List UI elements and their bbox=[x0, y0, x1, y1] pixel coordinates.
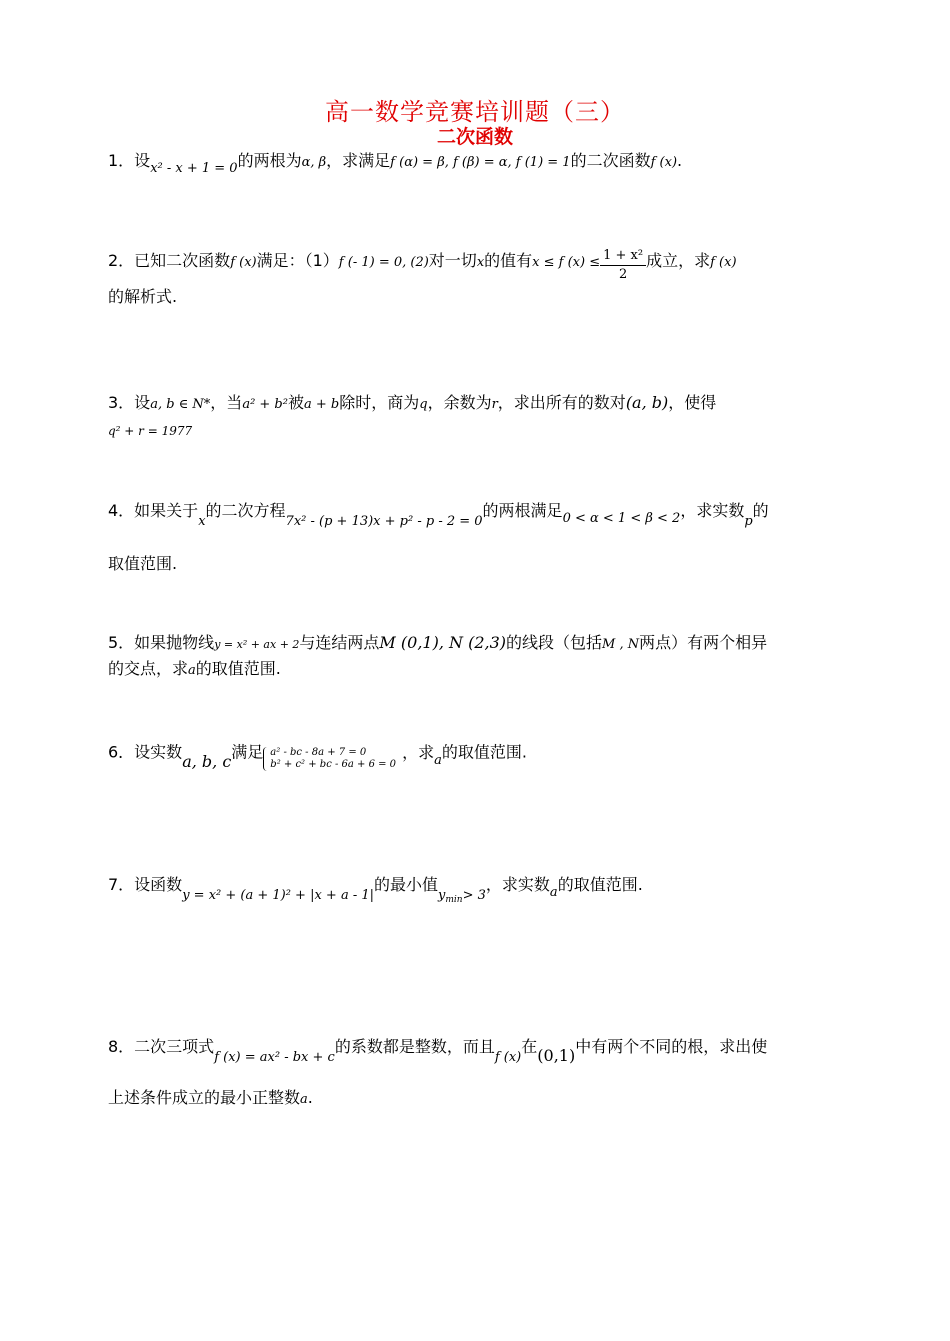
problem-2-function: f (x) bbox=[230, 255, 257, 270]
problem-2-line-2: 的解析式. bbox=[108, 287, 178, 306]
problem-8-label: 8．二次三项式 bbox=[108, 1037, 215, 1056]
problem-5-line-2 bbox=[108, 658, 281, 682]
problem-8-text: 在 bbox=[521, 1037, 538, 1056]
problem-4-text: ，求实数 bbox=[680, 501, 745, 520]
problem-2-label: 2．已知二次函数 bbox=[108, 251, 231, 270]
problem-6-text: 满足 bbox=[231, 742, 264, 762]
problem-7-parameter: a bbox=[549, 885, 558, 900]
problem-6 bbox=[108, 741, 527, 771]
problem-1-function: f (x) bbox=[650, 155, 678, 170]
problem-5-text: 两点）有两个相异 bbox=[639, 633, 768, 652]
problem-5 bbox=[108, 632, 767, 656]
problem-5-equation: y = x² + ax + 2 bbox=[214, 638, 300, 651]
problem-5-points: M (0,1), N (2,3) bbox=[379, 633, 507, 652]
problem-8-text: 中有两个不同的根，求出使 bbox=[575, 1037, 768, 1056]
problem-7-text: 的最小值 bbox=[374, 875, 439, 894]
minimum-symbol: y bbox=[438, 888, 446, 903]
problem-6-text: ，求 bbox=[402, 742, 435, 762]
problem-1 bbox=[108, 150, 682, 174]
problem-3-text: 除时，商为 bbox=[339, 393, 420, 412]
problem-6-label: 6．设实数 bbox=[108, 742, 183, 762]
problem-7-text: ，求实数 bbox=[485, 875, 550, 894]
problem-5-parameter: a bbox=[188, 663, 196, 678]
problem-3 bbox=[108, 392, 716, 416]
problem-3-sum: a² + b² bbox=[242, 397, 288, 412]
problem-5-text: 的线段（包括 bbox=[506, 633, 603, 652]
problem-8 bbox=[108, 1036, 768, 1065]
problem-5-text: 的取值范围. bbox=[195, 659, 281, 678]
problem-8-interval: (0,1) bbox=[537, 1046, 576, 1065]
problem-1-equation: x² - x + 1 = 0 bbox=[150, 161, 238, 176]
problem-2-text: 的值有 bbox=[484, 251, 533, 270]
problem-6-variables: a, b, c bbox=[182, 751, 232, 771]
problem-2-text: 对一切 bbox=[428, 251, 477, 270]
fraction-denominator: 2 bbox=[618, 267, 628, 282]
problem-8-text: . bbox=[307, 1088, 313, 1107]
problem-3-divisor: a + b bbox=[303, 397, 340, 412]
problem-5-text: 与连结两点 bbox=[299, 633, 380, 652]
problem-8-text: 的系数都是整数，而且 bbox=[334, 1037, 495, 1056]
problem-4-parameter: p bbox=[744, 514, 753, 529]
problem-3-label: 3．设 bbox=[108, 393, 151, 412]
problem-8-equation: f (x) = ax² - bx + c bbox=[214, 1050, 335, 1065]
problem-4-text: 的 bbox=[752, 501, 769, 520]
problem-5-text: 的交点，求 bbox=[108, 659, 189, 678]
problem-2-text: 满足：（1） bbox=[256, 251, 339, 270]
problem-3-remainder: r bbox=[491, 397, 498, 412]
problem-6-parameter: a bbox=[434, 752, 442, 768]
problem-3-text: ，求出所有的数对 bbox=[497, 393, 626, 412]
problem-3-pair: (a, b) bbox=[625, 393, 669, 412]
problem-5-endpoints: M , N bbox=[602, 637, 640, 652]
minimum-subscript: min bbox=[445, 895, 463, 905]
problem-2-condition: f (- 1) = 0, (2) bbox=[338, 255, 429, 270]
problem-3-text: ，余数为 bbox=[427, 393, 492, 412]
problem-3-text: ，使得 bbox=[668, 393, 717, 412]
problem-4-inequality: 0 < α < 1 < β < 2 bbox=[562, 511, 681, 526]
problem-1-label: 1．设 bbox=[108, 151, 151, 170]
problem-7-equation: y = x² + (a + 1)² + |x + a - 1| bbox=[182, 888, 375, 903]
problem-2-function: f (x) bbox=[710, 255, 737, 270]
problem-1-text: . bbox=[677, 151, 683, 170]
fraction-numerator: 1 + x² bbox=[600, 247, 646, 266]
problem-4-equation: 7x² - (p + 13)x + p² - p - 2 = 0 bbox=[285, 514, 483, 529]
problem-7-label: 7．设函数 bbox=[108, 875, 183, 894]
problem-2-variable: x bbox=[476, 255, 485, 270]
problem-4-line-2: 取值范围. bbox=[108, 554, 178, 573]
problem-4-text: 的二次方程 bbox=[205, 501, 286, 520]
problem-2-inequality: x ≤ f (x) ≤ bbox=[532, 255, 601, 270]
problem-2-fraction bbox=[600, 247, 646, 284]
document-title: 高一数学竞赛培训题（三） bbox=[325, 98, 625, 126]
problem-3-quotient: q bbox=[419, 397, 428, 412]
minimum-bound: > 3 bbox=[462, 888, 486, 903]
problem-1-text: ，求满足 bbox=[326, 151, 391, 170]
problem-7-text: 的取值范围. bbox=[557, 875, 643, 894]
problem-1-roots: α, β bbox=[301, 155, 327, 170]
problem-4-variable: x bbox=[198, 514, 206, 529]
problem-2 bbox=[108, 243, 737, 280]
system-equation-1: a² - bc - 8a + 7 = 0 bbox=[270, 747, 367, 758]
problem-3-set: a, b ∈ N* bbox=[150, 397, 211, 412]
document-subtitle: 二次函数 bbox=[436, 126, 513, 148]
problem-7-minimum bbox=[438, 888, 486, 903]
problem-8-text: 上述条件成立的最小正整数 bbox=[108, 1088, 301, 1107]
problem-6-text: 的取值范围. bbox=[441, 742, 527, 762]
problem-8-line-2 bbox=[108, 1087, 313, 1111]
problem-3-text: 被 bbox=[287, 393, 304, 412]
problem-4-label: 4．如果关于 bbox=[108, 501, 199, 520]
problem-1-text: 的两根为 bbox=[237, 151, 302, 170]
problem-5-label: 5．如果抛物线 bbox=[108, 633, 215, 652]
problem-6-system bbox=[263, 747, 396, 771]
problem-8-function: f (x) bbox=[494, 1050, 522, 1065]
system-equation-2: b² + c² + bc - 6a + 6 = 0 bbox=[270, 759, 397, 770]
problem-4 bbox=[108, 500, 769, 529]
problem-3-line-2: q² + r = 1977 bbox=[108, 424, 193, 438]
problem-1-text: 的二次函数 bbox=[570, 151, 651, 170]
problem-4-text: 的两根满足 bbox=[482, 501, 563, 520]
problem-1-condition: f (α) = β, f (β) = α, f (1) = 1 bbox=[390, 155, 571, 170]
problem-7 bbox=[108, 874, 643, 905]
problem-8-parameter: a bbox=[300, 1092, 308, 1107]
problem-2-text: 成立，求 bbox=[646, 251, 711, 270]
problem-3-text: ，当 bbox=[210, 393, 243, 412]
